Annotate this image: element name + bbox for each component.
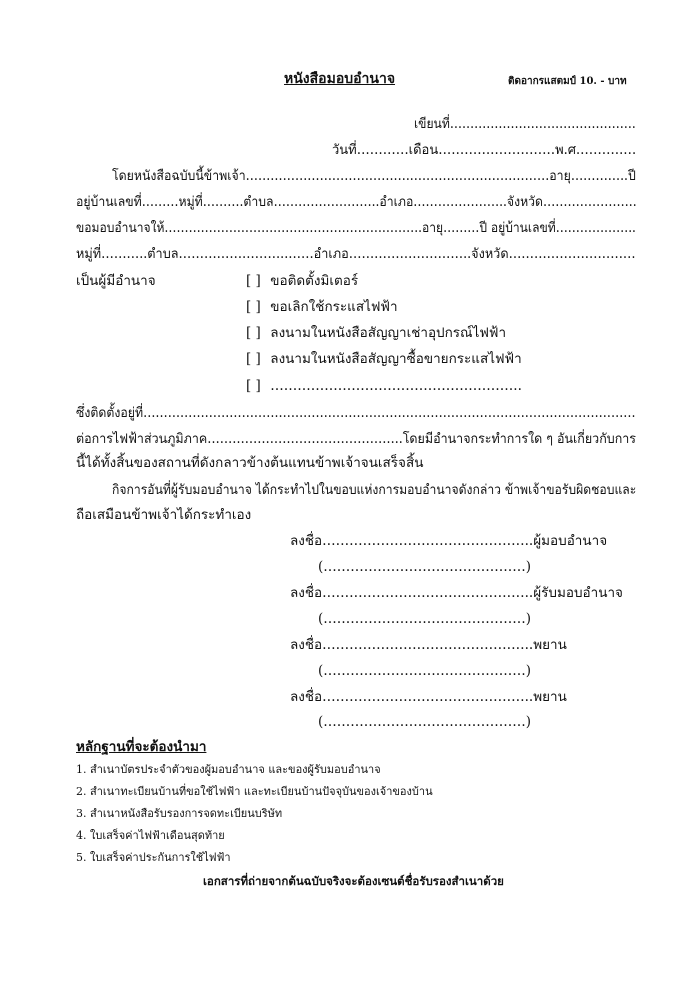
checkbox-icon: [ ] [246,325,261,341]
signature-witness-1: ลงชื่อ………………………………………..พยาน [290,637,567,653]
grantee-address-field: หมู่ที่………..ตำบล……………………..……อำเภอ………………………..จังหวัด………………………… [76,246,636,262]
signature-name-witness-2: (………………………………………) [318,714,532,730]
evidence-item: 2. สำเนาทะเบียนบ้านที่ขอใช้ไฟฟ้า และทะเบียนบ้านปัจจุบันของเจ้าของบ้าน [76,785,433,798]
date-field: วันที่…………เดือน………………………พ.ศ.……….… [332,142,637,158]
option-label: ขอเลิกใช้กระแสไฟฟ้า [270,299,398,315]
checkbox-icon: [ ] [246,378,261,394]
responsibility-clause-continued: ถือเสมือนข้าพเจ้าได้กระทำเอง [76,507,252,523]
option-label: ลงนามในหนังสือสัญญาเช่าอุปกรณ์ไฟฟ้า [270,325,507,341]
evidence-heading: หลักฐานที่จะต้องนำมา [76,739,207,755]
evidence-item: 3. สำเนาหนังสือรับรองการจดทะเบียนบริษัท [76,807,283,820]
option-equipment-lease [246,324,506,342]
signature-name-witness-1: (………………………………………) [318,663,532,679]
checkbox-icon: [ ] [246,299,261,315]
document-title: หนังสือมอบอำนาจ [284,71,396,87]
signature-witness-2: ลงชื่อ………………………………………..พยาน [290,689,567,705]
option-other [246,377,522,395]
checkbox-icon: [ ] [246,351,261,367]
grantee-field: ขอมอบอำนาจให้……………………………………………………….อายุ………ปี อยู่บ้านเลขที่……………….. [76,220,636,236]
signature-grantor: ลงชื่อ………………………………………..ผู้มอบอำนาจ [290,533,608,549]
install-location-field: ซึ่งติดตั้งอยู่ที่………………………………………………………………………………………………………… [76,405,636,421]
option-power-purchase [246,350,522,368]
option-cancel-electricity [246,298,398,316]
pea-branch-field: ต่อการไฟฟ้าส่วนภูมิภาค………………………………………..โดยมีอำนาจกระทำการใด ๆ อันเกี่ยวกับการ [76,431,637,447]
grantor-field: โดยหนังสือฉบับนี้ข้าพเจ้า…………………………………..……………………………อายุ…………..ปี [112,168,636,184]
pea-branch-continued: นี้ได้ทั้งสิ้นของสถานที่ดังกลาวข้างต้นแทนข้าพเจ้าจนเสร็จสิ้น [76,455,424,471]
certification-note: เอกสารที่ถ่ายจากต้นฉบับจริงจะต้องเซนต์ชื่อรับรองสำเนาด้วย [203,874,504,888]
authority-label: เป็นผู้มีอำนาจ [76,273,156,289]
stamp-duty-note: ติดอากรแสตมป์ 10. - บาท [508,76,627,87]
option-label: ลงนามในหนังสือสัญญาซื้อขายกระแสไฟฟ้า [270,351,522,367]
evidence-item: 4. ใบเสร็จค่าไฟฟ้าเดือนสุดท้าย [76,829,225,842]
checkbox-icon: [ ] [246,273,261,289]
responsibility-clause: กิจการอันที่ผู้รับมอบอำนาจ ได้กระทำไปในขอบแห่งการมอบอำนาจดังกล่าว ข้าพเจ้าขอรับผิดชอบและ [112,482,637,498]
option-install-meter [246,272,358,290]
written-at-field: เขียนที่………………………………………. [414,116,636,132]
option-label: ขอติดตั้งมิเตอร์ [270,273,359,289]
signature-name-grantee: (………………………………………) [318,611,532,627]
grantor-address-field: อยู่บ้านเลขที่………หมู่ที่……….ตำบล……………………..อำเภอ…………………..จังหวัด………………….. [76,194,637,210]
evidence-item: 5. ใบเสร็จค่าประกันการใช้ไฟฟ้า [76,851,231,864]
evidence-item: 1. สำเนาบัตรประจำตัวของผู้มอบอำนาจ และของผู้รับมอบอำนาจ [76,763,381,776]
option-label: ……………………………………………….. [270,378,522,394]
signature-grantee: ลงชื่อ………………………………………..ผู้รับมอบอำนาจ [290,585,623,601]
signature-name-grantor: (………………………………………) [318,559,532,575]
